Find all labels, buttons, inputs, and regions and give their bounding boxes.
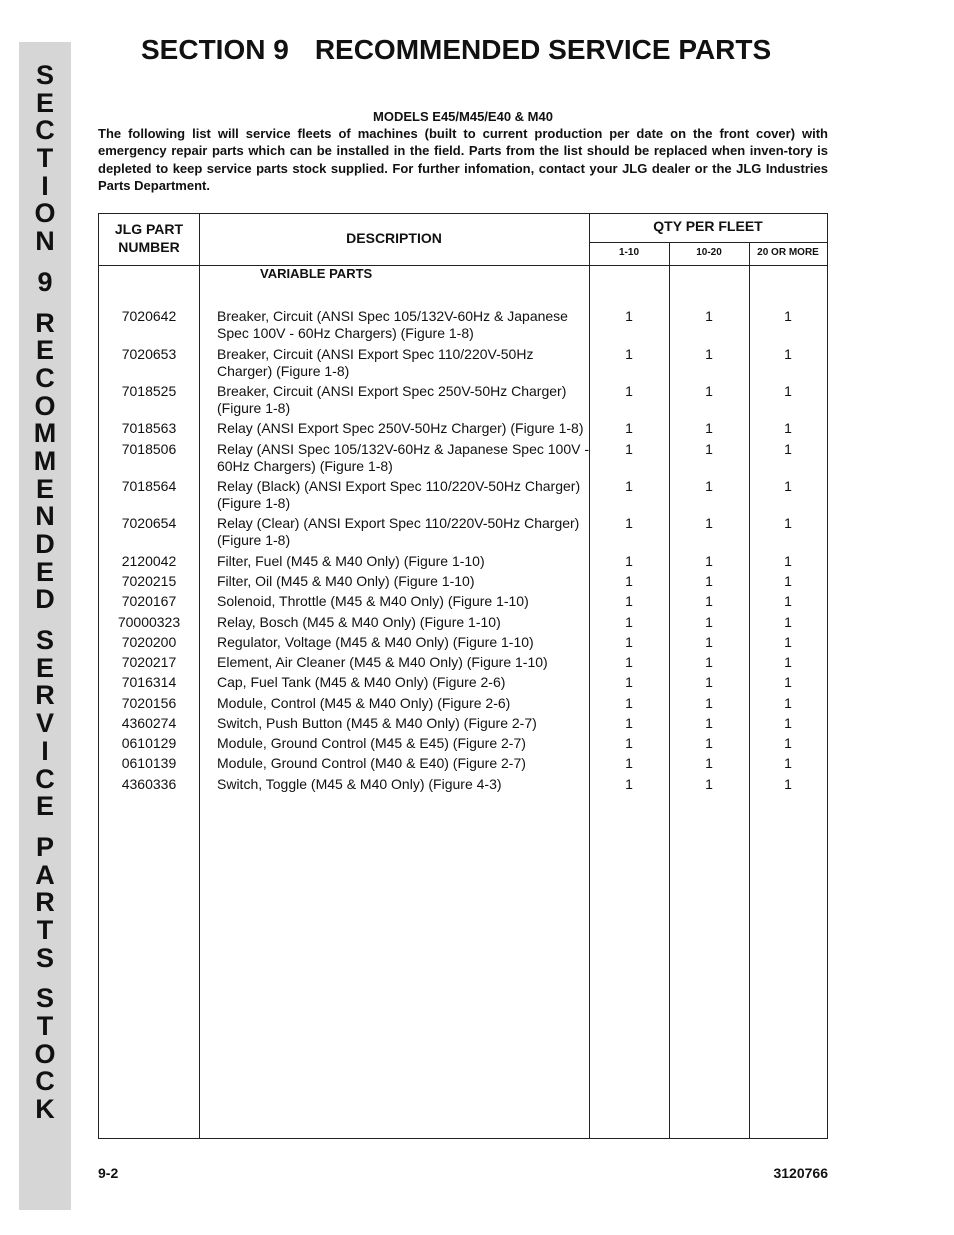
doc-number: 3120766: [773, 1165, 828, 1181]
side-tab-letter: M: [33, 445, 57, 476]
side-tab-letter: E: [35, 556, 54, 587]
qty-10-20-cell: 1: [705, 755, 713, 771]
description-cell: Module, Ground Control (M45 & E45) (Figure 2-7): [217, 735, 526, 751]
qty-10-20-cell: 1: [705, 776, 713, 792]
page-number: 9-2: [98, 1165, 119, 1181]
description-cell: Relay (ANSI Export Spec 250V-50Hz Charger) (Figure 1-8): [217, 420, 584, 436]
side-tab-letter: I: [41, 735, 49, 766]
header-qty-per-fleet: QTY PER FLEET: [653, 218, 763, 234]
side-tab-letter: R: [35, 680, 55, 711]
description-cell: Relay (ANSI Spec 105/132V-60Hz & Japanese Spec 100V - 60Hz Chargers) (Figure 1-8): [217, 441, 589, 474]
qty-10-20-cell: 1: [705, 735, 713, 751]
header-qty-20-or-more: 20 OR MORE: [757, 247, 819, 258]
description-cell: Module, Control (M45 & M40 Only) (Figure 2-6): [217, 695, 511, 711]
qty-10-20-cell: 1: [705, 553, 713, 569]
side-tab-letter: P: [35, 831, 54, 862]
page-title: [141, 34, 771, 66]
side-tab-letter: E: [35, 335, 54, 366]
side-tab-letter: N: [35, 501, 55, 532]
part-number-cell: 7018563: [121, 420, 177, 436]
side-tab-letter: D: [35, 584, 55, 615]
part-number-cell: 2120042: [121, 553, 177, 569]
part-number-cell: 7018525: [121, 383, 177, 399]
side-tab-letter: D: [35, 529, 55, 559]
qty-20-or-more-cell: 1: [784, 346, 792, 362]
side-tab-letter: K: [35, 1094, 55, 1125]
qty-1-10-cell: 1: [625, 593, 633, 609]
qty-10-20-cell: 1: [705, 674, 713, 690]
qty-20-or-more-cell: 1: [784, 654, 792, 670]
description-cell: Cap, Fuel Tank (M45 & M40 Only) (Figure 2-6): [217, 674, 506, 690]
side-tab-letter: T: [36, 143, 54, 174]
part-number-cell: 0610129: [121, 735, 177, 751]
side-tab-letter: E: [35, 652, 54, 683]
qty-1-10-cell: 1: [625, 420, 633, 436]
description-cell: Element, Air Cleaner (M45 & M40 Only) (Figure 1-10): [217, 654, 548, 670]
part-number-cell: 7018506: [121, 441, 177, 457]
part-number-cell: 7020217: [121, 654, 177, 670]
section-number: SECTION 9: [141, 34, 289, 65]
side-tab-letter: C: [35, 763, 55, 794]
qty-1-10-cell: 1: [625, 715, 633, 731]
qty-10-20-cell: 1: [705, 515, 713, 531]
qty-20-or-more-cell: 1: [784, 776, 792, 792]
part-number-cell: 7020653: [121, 346, 177, 362]
description-cell: Solenoid, Throttle (M45 & M40 Only) (Figure 1-10): [217, 593, 529, 609]
header-qty-1-10: 1-10: [618, 247, 639, 258]
part-number-cell: 7020156: [121, 695, 177, 711]
description-cell: Relay (Clear) (ANSI Export Spec 110/220V-50Hz Charger) (Figure 1-8): [217, 515, 580, 548]
part-number-cell: 7020642: [121, 308, 177, 324]
part-number-cell: 4360336: [121, 776, 177, 792]
header-bottom-line: [99, 265, 827, 266]
qty-1-10-cell: 1: [625, 308, 633, 324]
qty-1-10-cell: 1: [625, 654, 633, 670]
side-tab-letter: S: [35, 60, 54, 90]
description-cell: Module, Ground Control (M40 & E40) (Figure 2-7): [217, 755, 526, 771]
side-tab-letter: N: [35, 226, 55, 257]
part-number-cell: 7020200: [121, 634, 177, 650]
qty-1-10-cell: 1: [625, 776, 633, 792]
part-number-cell: 70000323: [117, 614, 181, 630]
qty-20-or-more-cell: 1: [784, 308, 792, 324]
qty-10-20-cell: 1: [705, 420, 713, 436]
part-number-cell: 0610139: [121, 755, 177, 771]
qty-1-10-cell: 1: [625, 735, 633, 751]
qty-1-10-cell: 1: [625, 695, 633, 711]
qty-10-20-cell: 1: [705, 573, 713, 589]
side-tab-letter: E: [35, 791, 54, 822]
qty-1-10-cell: 1: [625, 553, 633, 569]
side-tab-letter: S: [35, 625, 54, 656]
side-tab-letter: C: [35, 1066, 55, 1097]
section-label: VARIABLE PARTS: [260, 266, 373, 281]
part-number-cell: 7016314: [121, 674, 177, 690]
part-number-cell: 7020654: [121, 515, 177, 531]
header-part-number: JLG PART NUMBER: [114, 221, 184, 255]
side-tab-letter: S: [35, 942, 54, 973]
qty-20-or-more-cell: 1: [784, 441, 792, 457]
qty-20-or-more-cell: 1: [784, 735, 792, 751]
side-tab-letter: O: [34, 198, 56, 229]
models-heading: MODELS E45/M45/E40 & M40: [373, 109, 553, 124]
side-tab-letter: C: [35, 362, 55, 393]
header-qty-10-20: 10-20: [696, 247, 722, 258]
qty-20-or-more-cell: 1: [784, 478, 792, 494]
side-tab-letter: V: [35, 708, 54, 739]
side-tab-letters: [19, 62, 71, 1124]
side-tab-letter: T: [36, 914, 54, 945]
qty-10-20-cell: 1: [705, 593, 713, 609]
side-tab-letter: R: [35, 307, 55, 338]
qty-20-or-more-cell: 1: [784, 553, 792, 569]
qty-20-or-more-cell: 1: [784, 593, 792, 609]
qty-1-10-cell: 1: [625, 441, 633, 457]
description-cell: Filter, Oil (M45 & M40 Only) (Figure 1-10): [217, 573, 475, 589]
side-tab-letter: M: [33, 418, 57, 449]
side-tab-letter: E: [35, 87, 54, 118]
side-tab-letter: S: [35, 983, 54, 1014]
qty-10-20-cell: 1: [705, 441, 713, 457]
qty-10-20-cell: 1: [705, 614, 713, 630]
qty-10-20-cell: 1: [705, 383, 713, 399]
qty-20-or-more-cell: 1: [784, 634, 792, 650]
qty-1-10-cell: 1: [625, 614, 633, 630]
qty-20-or-more-cell: 1: [784, 383, 792, 399]
intro-paragraph: The following list will service fleets of machines (built to current production per date on the front cover) with emergency repair parts which can be installed in the field. Parts from the list should be replaced when inven-tory is depleted to keep service parts stock supplied. For further infomation, contact your JLG dealer or the JLG Industries Parts Department.: [98, 126, 828, 194]
header-description: DESCRIPTION: [346, 230, 442, 246]
part-number-cell: 7020167: [121, 593, 177, 609]
part-number-cell: 7018564: [121, 478, 177, 494]
description-cell: Breaker, Circuit (ANSI Export Spec 110/220V-50Hz Charger) (Figure 1-8): [217, 346, 534, 379]
description-cell: Switch, Push Button (M45 & M40 Only) (Figure 2-7): [217, 715, 537, 731]
part-number-cell: 7020215: [121, 573, 177, 589]
section-side-tab: [19, 42, 71, 1210]
description-cell: Breaker, Circuit (ANSI Spec 105/132V-60Hz & Japanese Spec 100V - 60Hz Chargers) (Figure 1-8): [217, 308, 568, 341]
qty-20-or-more-cell: 1: [784, 715, 792, 731]
description-cell: Regulator, Voltage (M45 & M40 Only) (Figure 1-10): [217, 634, 534, 650]
qty-1-10-cell: 1: [625, 515, 633, 531]
part-number-cell: 4360274: [121, 715, 177, 731]
qty-1-10-cell: 1: [625, 573, 633, 589]
qty-20-or-more-cell: 1: [784, 614, 792, 630]
qty-10-20-cell: 1: [705, 654, 713, 670]
description-cell: Filter, Fuel (M45 & M40 Only) (Figure 1-10): [217, 553, 485, 569]
qty-20-or-more-cell: 1: [784, 674, 792, 690]
side-tab-letter: 9: [37, 266, 53, 297]
description-cell: Relay (Black) (ANSI Export Spec 110/220V-50Hz Charger) (Figure 1-8): [217, 478, 581, 511]
side-tab-letter: A: [35, 859, 55, 890]
side-tab-letter: C: [35, 115, 55, 146]
header-divider: [589, 242, 827, 243]
qty-10-20-cell: 1: [705, 715, 713, 731]
qty-1-10-cell: 1: [625, 634, 633, 650]
qty-20-or-more-cell: 1: [784, 695, 792, 711]
qty-1-10-cell: 1: [625, 674, 633, 690]
qty-20-or-more-cell: 1: [784, 515, 792, 531]
side-tab-letter: R: [35, 887, 55, 918]
qty-10-20-cell: 1: [705, 308, 713, 324]
qty-10-20-cell: 1: [705, 634, 713, 650]
qty-1-10-cell: 1: [625, 478, 633, 494]
section-title: RECOMMENDED SERVICE PARTS: [314, 34, 772, 65]
side-tab-letter: T: [36, 1011, 54, 1041]
side-tab-letter: O: [34, 1038, 56, 1069]
description-cell: Breaker, Circuit (ANSI Export Spec 250V-50Hz Charger) (Figure 1-8): [217, 383, 567, 416]
qty-10-20-cell: 1: [705, 695, 713, 711]
qty-10-20-cell: 1: [705, 346, 713, 362]
description-cell: Switch, Toggle (M45 & M40 Only) (Figure 4-3): [217, 776, 502, 792]
qty-20-or-more-cell: 1: [784, 573, 792, 589]
column-divider: [199, 214, 200, 1138]
qty-20-or-more-cell: 1: [784, 755, 792, 771]
side-tab-letter: I: [41, 170, 49, 201]
description-cell: Relay, Bosch (M45 & M40 Only) (Figure 1-10): [217, 614, 501, 630]
side-tab-letter: E: [35, 473, 54, 504]
qty-1-10-cell: 1: [625, 383, 633, 399]
qty-1-10-cell: 1: [625, 346, 633, 362]
qty-20-or-more-cell: 1: [784, 420, 792, 436]
side-tab-letter: O: [34, 390, 56, 421]
qty-1-10-cell: 1: [625, 755, 633, 771]
parts-table: [98, 213, 828, 1139]
qty-10-20-cell: 1: [705, 478, 713, 494]
